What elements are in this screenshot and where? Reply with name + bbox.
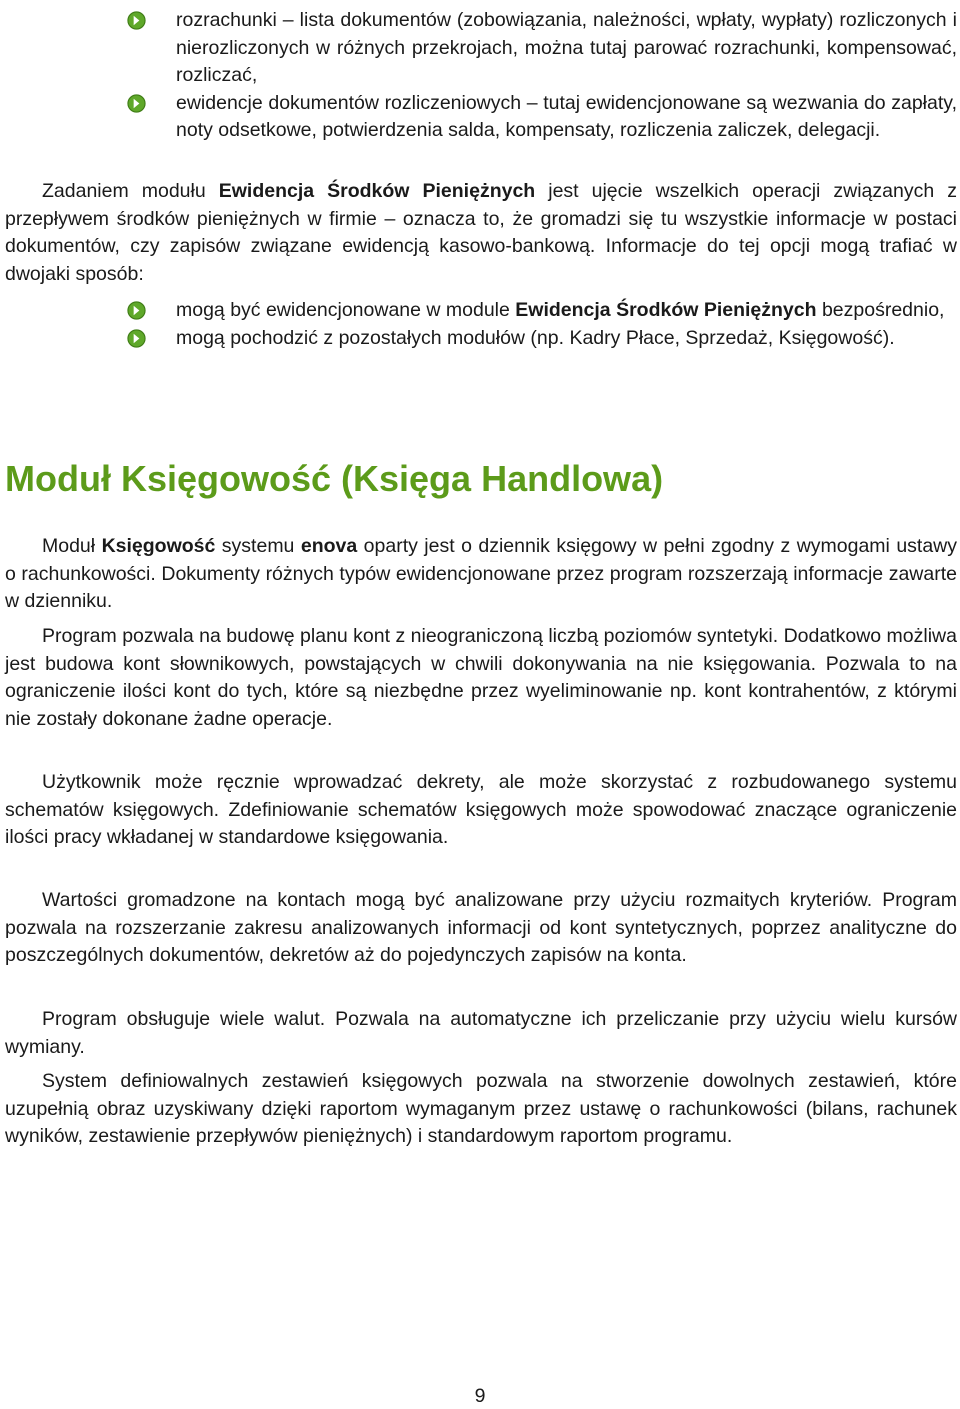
green-circle-arrow-icon	[127, 329, 146, 348]
green-circle-arrow-icon	[127, 301, 146, 320]
paragraph	[5, 623, 957, 733]
list-item-text: rozrachunki – lista dokumentów (zobowiązania, należności, wpłaty, wypłaty) rozliczonych i nierozliczonych w różnych przekrojach, można tutaj parować rozrachunki, kompensować, rozliczać,	[176, 9, 957, 86]
text: Program obsługuje wiele walut. Pozwala na automatyczne ich przeliczanie przy użyciu wielu kursów wymiany.	[5, 1008, 957, 1058]
product-name: enova	[300, 535, 358, 557]
top-bullet-list	[0, 7, 960, 145]
paragraph	[5, 1068, 957, 1151]
ewidencja-paragraph	[5, 178, 957, 288]
list-item-text: bezpośrednio,	[816, 299, 945, 321]
text: Użytkownik może ręcznie wprowadzać dekrety, ale może skorzystać z rozbudowanego systemu schematów księgowych. Zdefiniowanie schematów księgowych może spowodować znaczące ograniczenie ilości pracy wkładanej w standardowe księgowania.	[5, 771, 957, 848]
list-item	[0, 297, 960, 325]
green-circle-arrow-icon	[127, 11, 146, 30]
list-item	[0, 7, 960, 90]
text: System definiowalnych zestawień księgowych pozwala na stworzenie dowolnych zestawień, które uzupełnią obraz uzyskiwany dzięki raportom wymaganym przez ustawę o rachunkowości (bilans, rachunek wyników, zestawienie przepływów pieniężnych) i standardowym raportom programu.	[5, 1070, 957, 1147]
list-item-text: ewidencje dokumentów rozliczeniowych – tutaj ewidencjonowane są wezwania do zapłaty, noty odsetkowe, potwierdzenia salda, kompensaty, rozliczenia zaliczek, delegacji.	[176, 91, 957, 141]
list-item	[0, 325, 960, 353]
text: Zadaniem modułu	[42, 180, 219, 202]
module-name: Ewidencja Środków Pieniężnych	[218, 180, 536, 202]
text: systemu	[215, 535, 301, 557]
text: oparty jest o dziennik księgowy w pełni zgodny z wymogami ustawy o rachunkowości. Dokumenty różnych typów ewidencjonowane przez program rozszerzają informacje zawarte w dzienniku.	[5, 535, 958, 612]
module-name: Ewidencja Środków Pieniężnych	[515, 299, 817, 321]
list-item-text: mogą być ewidencjonowane w module	[176, 299, 516, 321]
page-number: 9	[474, 1385, 486, 1407]
list-item-text: mogą pochodzić z pozostałych modułów (np. Kadry Płace, Sprzedaż, Księgowość).	[176, 326, 895, 349]
text: Moduł	[42, 535, 102, 557]
list-item	[0, 90, 960, 145]
module-name: Księgowość	[101, 535, 216, 557]
paragraph	[5, 533, 957, 616]
paragraph	[5, 887, 957, 970]
paragraph	[5, 1006, 957, 1061]
section-heading: Moduł Księgowość (Księga Handlowa)	[5, 458, 664, 499]
paragraph	[5, 769, 957, 852]
green-circle-arrow-icon	[127, 94, 146, 113]
text: Program pozwala na budowę planu kont z nieograniczoną liczbą poziomów syntetyki. Dodatkowo możliwa jest budowa kont słownikowych, powstających w chwili dokonywania na nie księgowania. Pozwala to na ograniczenie ilości kont do tych, które są niezbędne przez wyeliminowanie np. kont kontrahentów, z którymi nie zostały dokonane żadne operacje.	[5, 625, 957, 730]
text: Wartości gromadzone na kontach mogą być analizowane przy użyciu rozmaitych kryteriów. Program pozwala na rozszerzanie zakresu analizowanych informacji od kont syntetycznych, poprzez analityczne do poszczególnych dokumentów, dekretów aż do pojedynczych zapisów na konta.	[5, 889, 957, 966]
text: jest ujęcie wszelkich operacji związanych z przepływem środków pieniężnych w firmie – oznacza to, że gromadzi się tu wszystkie informacje w postaci dokumentów, czy zapisów związane ewidencją kasowo-bankową. Informacje do tej opcji mogą trafiać w dwojaki sposób:	[5, 180, 957, 285]
ewidencja-bullet-list	[0, 297, 960, 352]
